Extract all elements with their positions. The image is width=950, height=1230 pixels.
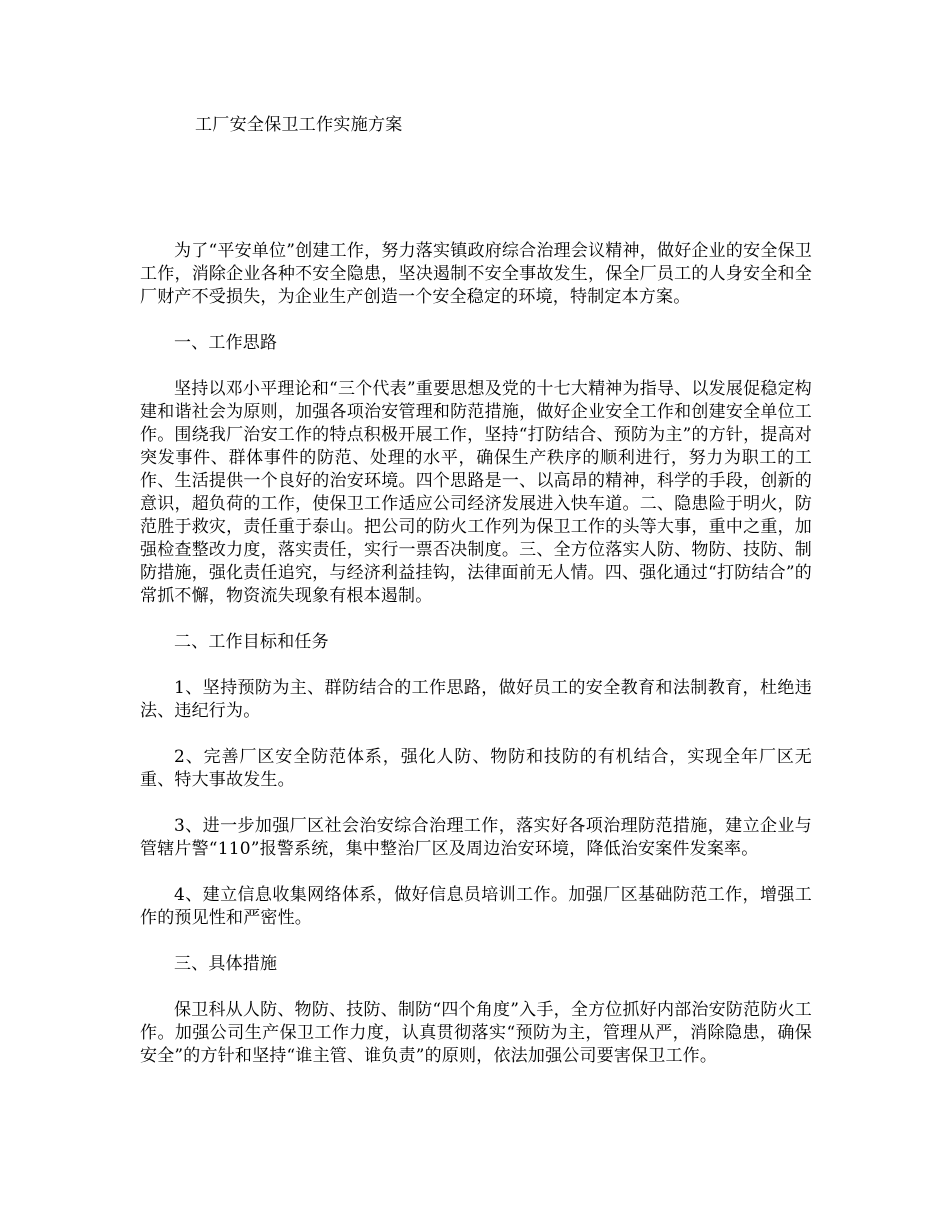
section-2-item-3: 3、进一步加强厂区社会治安综合治理工作，落实好各项治理防范措施，建立企业与管辖片警“110”报警系统，集中整治厂区及周边治安环境，降低治安案件发案率。 bbox=[140, 816, 812, 859]
document-page bbox=[140, 112, 812, 1068]
document-title: 工厂安全保卫工作实施方案 bbox=[195, 115, 403, 135]
spacer bbox=[140, 138, 812, 240]
section-1-paragraph: 坚持以邓小平理论和“三个代表”重要思想及党的十七大精神为指导、以发展促稳定构建和谐社会为原则，加强各项治安管理和防范措施，做好企业安全工作和创建安全单位工作。围绕我厂治安工作的特点积极开展工作，坚持“打防结合、预防为主”的方针，提高对突发事件、群体事件的防范、处理的水平，确保生产秩序的顺利进行，努力为职工的工作、生活提供一个良好的治安环境。四个思路是一、以高昂的精神，科学的手段，创新的意识，超负荷的工作，使保卫工作适应公司经济发展进入快车道。二、隐患险于明火，防范胜于救灾，责任重于泰山。把公司的防火工作列为保卫工作的头等大事，重中之重，加强检查整改力度，落实责任，实行一票否决制度。三、全方位落实人防、物防、技防、制防措施，强化责任追究，与经济利益挂钩，法律面前无人情。四、强化通过“打防结合”的常抓不懈，物资流失现象有根本遏制。 bbox=[140, 379, 812, 606]
section-2-item-1: 1、坚持预防为主、群防结合的工作思路，做好员工的安全教育和法制教育，杜绝违法、违纪行为。 bbox=[140, 678, 812, 721]
section-2-item-4: 4、建立信息收集网络体系，做好信息员培训工作。加强厂区基础防范工作，增强工作的预见性和严密性。 bbox=[140, 885, 812, 928]
spacer bbox=[140, 861, 812, 884]
section-3-paragraph: 保卫科从人防、物防、技防、制防“四个角度”入手，全方位抓好内部治安防范防火工作。加强公司生产保卫工作力度，认真贯彻落实“预防为主，管理从严，消除隐患，确保安全”的方针和坚持“谁主管、谁负责”的原则，依法加强公司要害保卫工作。 bbox=[140, 1000, 812, 1066]
spacer bbox=[140, 355, 812, 378]
spacer bbox=[140, 654, 812, 677]
section-2-item-2: 2、完善厂区安全防范体系，强化人防、物防和技防的有机结合，实现全年厂区无重、特大事故发生。 bbox=[140, 747, 812, 790]
spacer bbox=[140, 723, 812, 746]
section-heading-3: 三、具体措施 bbox=[174, 954, 278, 974]
section-heading-2: 二、工作目标和任务 bbox=[174, 632, 329, 652]
spacer bbox=[140, 792, 812, 815]
spacer bbox=[140, 608, 812, 631]
spacer bbox=[140, 976, 812, 999]
spacer bbox=[140, 930, 812, 953]
intro-paragraph: 为了“平安单位”创建工作，努力落实镇政府综合治理会议精神，做好企业的安全保卫工作，消除企业各种不安全隐患，坚决遏制不安全事故发生，保全厂员工的人身安全和全厂财产不受损失，为企业生产创造一个安全稳定的环境，特制定本方案。 bbox=[140, 241, 812, 307]
section-heading-1: 一、工作思路 bbox=[174, 333, 278, 353]
spacer bbox=[140, 309, 812, 332]
